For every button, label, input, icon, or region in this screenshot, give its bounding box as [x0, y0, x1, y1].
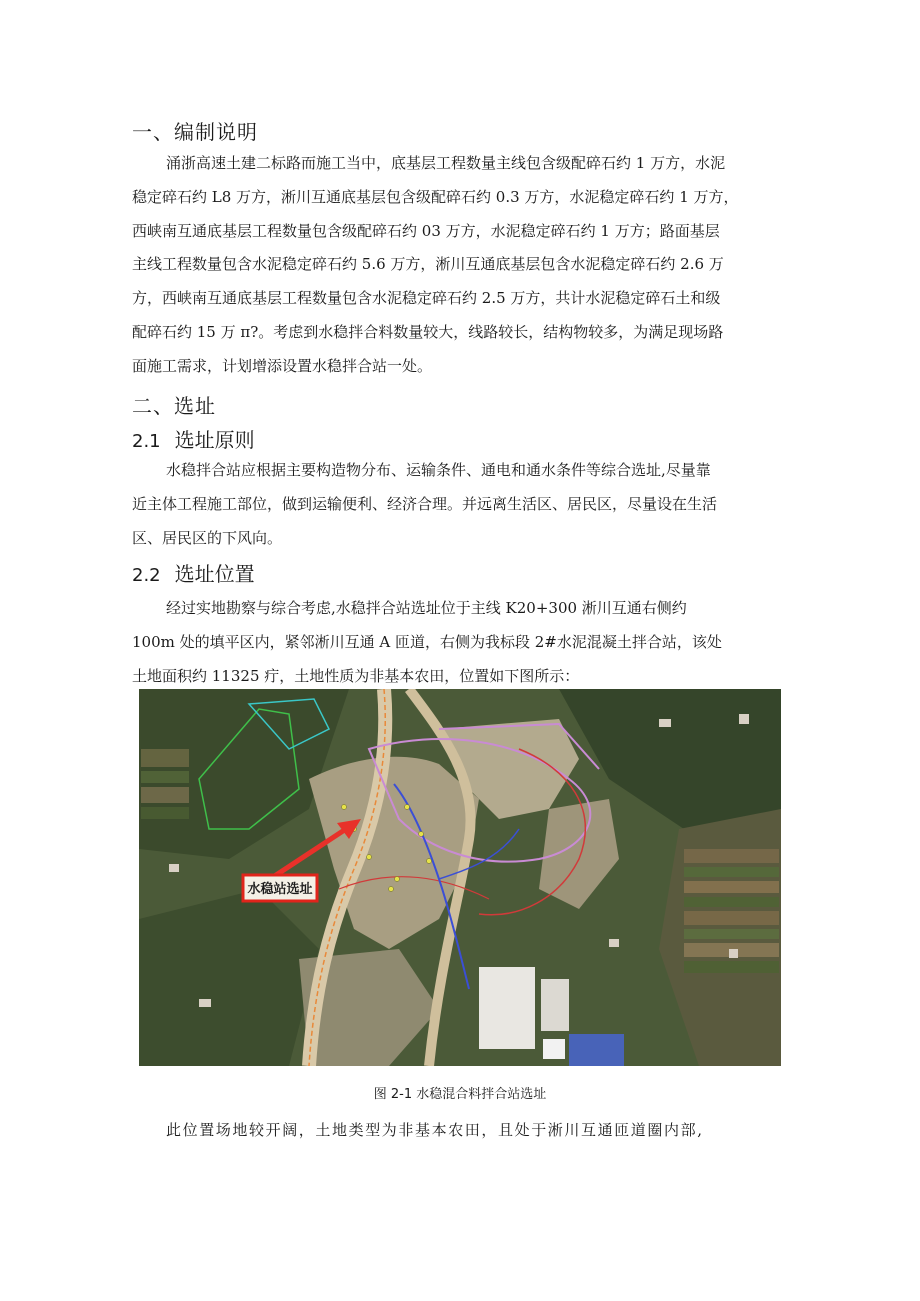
paragraph-site-evaluation [132, 1114, 792, 1148]
paragraph-line: 方，西峡南互通底基层工程数量包含水泥稳定碎石约 2.5 万方，共计水泥稳定碎石土和级 [132, 289, 721, 308]
satellite-site-map [139, 689, 781, 1066]
section-heading-1: 一、编制说明 [132, 120, 258, 144]
subsection-title: 选址原则 [174, 428, 255, 452]
paragraph-site-location [132, 592, 792, 693]
paragraph-line: 西峡南互通底基层工程数量包含级配碎石约 03 万方，水泥稳定碎石约 1 万方；路面基层 [132, 221, 720, 240]
subsection-title: 选址位置 [174, 562, 255, 586]
paragraph-line: 配碎石约 15 万 π?。考虑到水稳拌合料数量较大，线路较长，结构物较多，为满足现场路 [132, 322, 724, 341]
section-heading-2: 二、选址 [132, 394, 216, 418]
paragraph-line: 主线工程数量包含水泥稳定碎石约 5.6 万方，淅川互通底基层包含水泥稳定碎石约 2.6 万 [132, 255, 724, 274]
paragraph-line: 水稳拌合站应根据主要构造物分布、运输条件、通电和通水条件等综合选址,尽量靠 [166, 461, 711, 479]
paragraph-line: 稳定碎石约 L8 万方，淅川互通底基层包含级配碎石约 0.3 万方，水泥稳定碎石约 1 万方， [132, 187, 739, 206]
paragraph-line: 区、居民区的下风向。 [132, 528, 283, 547]
paragraph-line: 近主体工程施工部位，做到运输便利、经济合理。并远离生活区、居民区，尽量设在生活 [132, 494, 718, 513]
paragraph-line: 经过实地勘察与综合考虑,水稳拌合站选址位于主线 K20+300 淅川互通右侧约 [166, 599, 687, 617]
subsection-heading-2-1 [132, 424, 255, 453]
paragraph-line: 面施工需求，计划增添设置水稳拌合站一处。 [132, 356, 433, 375]
figure-caption: 图 2-1 水稳混合料拌合站选址 [373, 1087, 547, 1102]
subsection-number: 2.1 [132, 431, 161, 452]
site-label: 水稳站选址 [247, 882, 313, 897]
subsection-number: 2.2 [132, 565, 161, 586]
paragraph-line: 此位置场地较开阔，土地类型为非基本农田，且处于淅川互通匝道圈内部, [166, 1121, 704, 1139]
paragraph-line: 100m 处的填平区内，紧邻淅川互通 A 匝道，右侧为我标段 2#水泥混凝土拌合站，该处 [132, 632, 722, 651]
subsection-heading-2-2 [132, 558, 255, 587]
paragraph-preparation-notes [132, 147, 792, 384]
paragraph-line: 土地面积约 11325 疔，土地性质为非基本农田，位置如下图所示： [132, 666, 580, 685]
paragraph-line: 涌浙高速土建二标路而施工当中，底基层工程数量主线包含级配碎石约 1 万方，水泥 [166, 154, 726, 172]
paragraph-site-principles [132, 454, 792, 555]
